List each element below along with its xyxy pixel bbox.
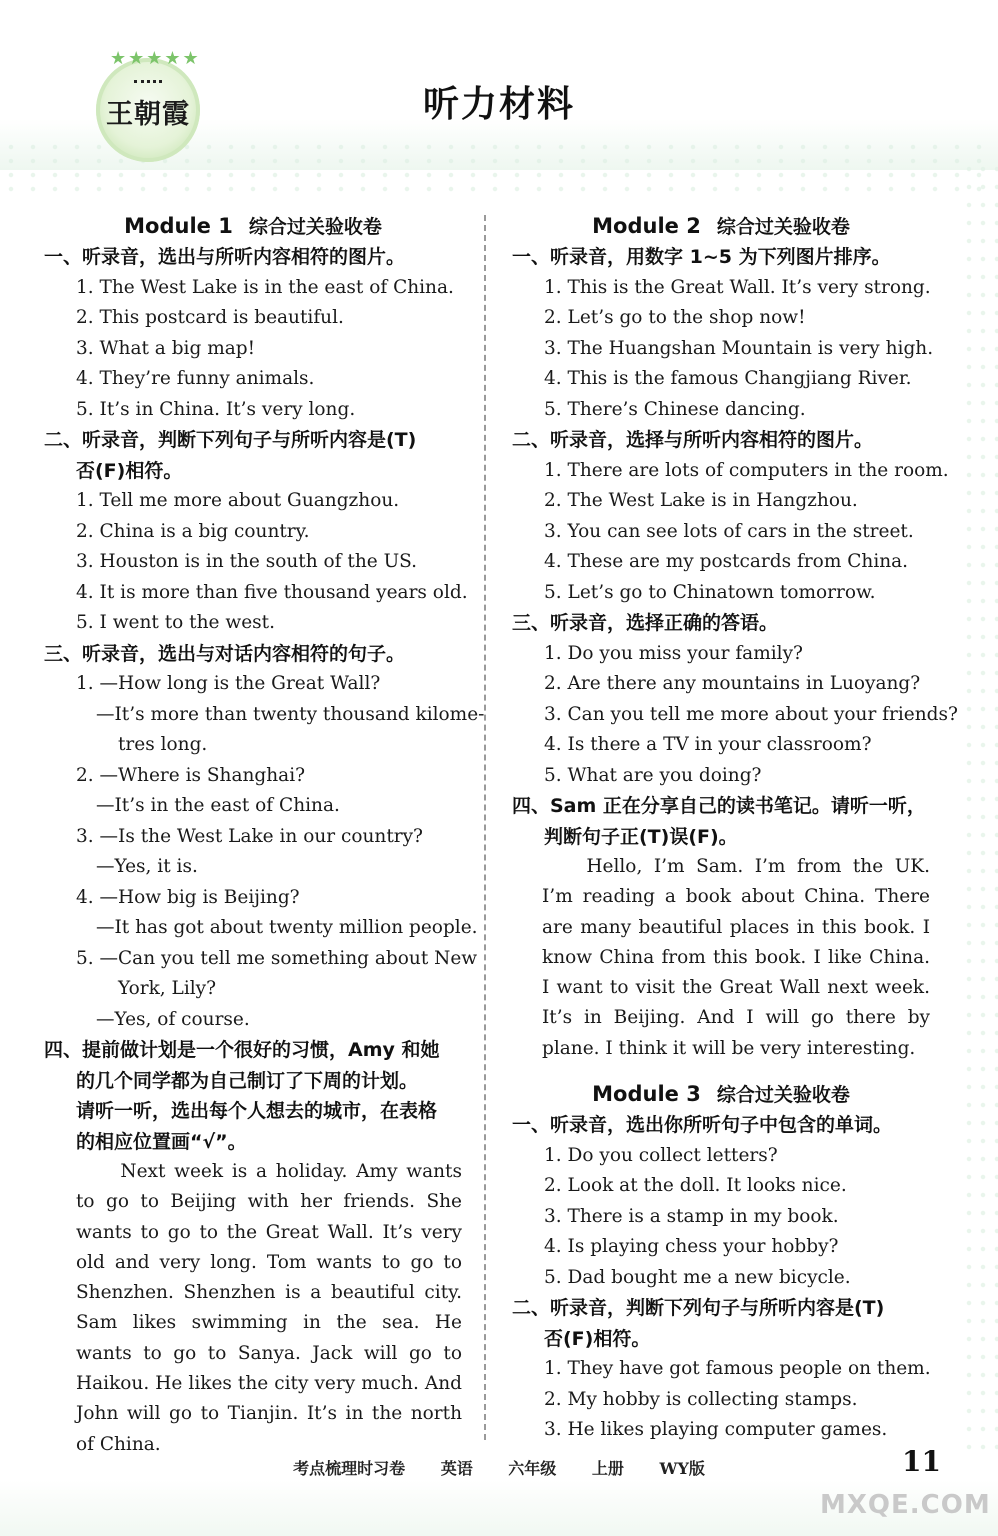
footer-edition: WY版 bbox=[659, 1459, 705, 1478]
list-item: 1. This is the Great Wall. It’s very strong. bbox=[544, 276, 931, 298]
footer-grade: 六年级 bbox=[508, 1459, 557, 1478]
list-item: 1. The West Lake is in the east of China. bbox=[76, 276, 454, 298]
list-item: 2. Are there any mountains in Luoyang? bbox=[544, 673, 921, 694]
list-item: 3. Houston is in the south of the US. bbox=[76, 551, 418, 572]
dialog-question: 4. —How big is Beijing? bbox=[76, 886, 300, 908]
list-item: 2. Look at the doll. It looks nice. bbox=[544, 1175, 847, 1197]
dialog-answer: —Yes, of course. bbox=[96, 1008, 250, 1030]
list-item: 5. Dad bought me a new bicycle. bbox=[544, 1266, 851, 1288]
list-item: 3. He likes playing computer games. bbox=[544, 1419, 888, 1441]
footer-series: 考点梳理时习卷 bbox=[293, 1459, 406, 1478]
m1-section-4-title-cont: 的相应位置画“√”。 bbox=[76, 1130, 247, 1153]
list-item: 1. Tell me more about Guangzhou. bbox=[76, 490, 400, 511]
m1-section-4-title-cont: 请听一听，选出每个人想去的城市，在表格 bbox=[76, 1100, 438, 1122]
list-item: 3. What a big map! bbox=[76, 337, 256, 359]
list-item: 4. These are my postcards from China. bbox=[544, 551, 909, 572]
m1-section-4-title-cont: 的几个同学都为自己制订了下周的计划。 bbox=[76, 1069, 419, 1092]
list-item: 5. Let’s go to Chinatown tomorrow. bbox=[544, 581, 876, 603]
left-column bbox=[44, 210, 485, 1460]
spacer bbox=[512, 1064, 930, 1078]
column-divider bbox=[484, 215, 486, 1440]
right-column bbox=[512, 210, 958, 1446]
list-item: 5. There’s Chinese dancing. bbox=[544, 398, 806, 420]
m1-section-4-title: 四、提前做计划是一个很好的习惯，Amy 和她 bbox=[44, 1039, 440, 1061]
footer-subject: 英语 bbox=[440, 1459, 473, 1478]
dialog-question-cont: York, Lily? bbox=[118, 978, 217, 999]
dialog-question: 2. —Where is Shanghai? bbox=[76, 764, 306, 786]
dialog-answer: —Yes, it is. bbox=[96, 856, 198, 877]
list-item: 3. There is a stamp in my book. bbox=[544, 1205, 839, 1227]
footer-term: 上册 bbox=[591, 1459, 624, 1478]
list-item: 4. It is more than five thousand years old. bbox=[76, 581, 468, 603]
m1-section-1-title: 一、听录音，选出与所听内容相符的图片。 bbox=[44, 246, 406, 268]
list-item: 1. Do you miss your family? bbox=[544, 642, 803, 664]
list-item: 3. You can see lots of cars in the street. bbox=[544, 520, 914, 542]
module-1-title bbox=[44, 210, 462, 242]
m2-section-2-title: 二、听录音，选择与所听内容相符的图片。 bbox=[512, 429, 874, 451]
m2-section-4-passage: Hello, I’m Sam. I’m from the UK. I’m reading a book about China. There are many beautiful places in this book. I know China from this book. I like China. I want to visit the Great Wall next week. It’s in Beijing. And I will go there by plane. I think it will be very interesting. bbox=[542, 856, 930, 1059]
m2-section-4-title: 四、Sam 正在分享自己的读书笔记。请听一听， bbox=[512, 795, 926, 817]
m1-section-4-passage: Next week is a holiday. Amy wants to go to Beijing with her friends. She wants to go to the Great Wall. It’s very old and very long. Tom wants to go to Shenzhen. Shenzhen is a beautiful city. Sam likes swimming in the sea. He wants to go to Sanya. Jack will go to Haikou. He likes the city very much. And John will go to Tianjin. It’s in the north of China. bbox=[76, 1161, 462, 1455]
page-number: 11 bbox=[902, 1445, 941, 1478]
m1-section-3-title: 三、听录音，选出与对话内容相符的句子。 bbox=[44, 642, 406, 665]
module-2-label: Module 2 bbox=[592, 214, 701, 238]
dialog-answer: —It’s in the east of China. bbox=[96, 795, 340, 816]
list-item: 1. There are lots of computers in the room. bbox=[544, 459, 949, 481]
list-item: 1. They have got famous people on them. bbox=[544, 1358, 931, 1380]
dialog-question: 1. —How long is the Great Wall? bbox=[76, 673, 381, 694]
m1-section-2-title: 二、听录音，判断下列句子与所听内容是(T) bbox=[44, 429, 417, 451]
m3-section-1-title: 一、听录音，选出你所听句子中包含的单词。 bbox=[512, 1114, 893, 1137]
dialog-answer: —It has got about twenty million people. bbox=[96, 917, 478, 938]
list-item: 2. China is a big country. bbox=[76, 520, 310, 542]
list-item: 3. The Huangshan Mountain is very high. bbox=[544, 337, 934, 359]
module-1-subtitle: 综合过关验收卷 bbox=[248, 216, 382, 238]
page-title: 听力材料 bbox=[422, 84, 575, 125]
module-3-label: Module 3 bbox=[592, 1082, 701, 1107]
dialog-answer: —It’s more than twenty thousand kilome- bbox=[96, 703, 485, 725]
dialog-question: 3. —Is the West Lake in our country? bbox=[76, 825, 423, 847]
list-item: 2. Let’s go to the shop now! bbox=[544, 307, 806, 328]
module-3-subtitle: 综合过关验收卷 bbox=[716, 1084, 850, 1107]
list-item: 4. This is the famous Changjiang River. bbox=[544, 368, 912, 389]
decorative-side-strip bbox=[962, 160, 998, 1460]
list-item: 5. It’s in China. It’s very long. bbox=[76, 398, 356, 420]
module-3-title bbox=[512, 1078, 930, 1110]
list-item: 4. Is playing chess your hobby? bbox=[544, 1236, 839, 1258]
m2-section-1-title: 一、听录音，用数字 1~5 为下列图片排序。 bbox=[512, 246, 891, 268]
list-item: 2. The West Lake is in Hangzhou. bbox=[544, 490, 858, 511]
list-item: 2. My hobby is collecting stamps. bbox=[544, 1388, 858, 1410]
list-item: 5. I went to the west. bbox=[76, 612, 275, 633]
module-2-title bbox=[512, 210, 930, 242]
logo-text: 王朝霞 bbox=[106, 99, 190, 130]
list-item: 5. What are you doing? bbox=[544, 764, 762, 786]
dialog-answer-cont: tres long. bbox=[118, 734, 208, 755]
module-1-label: Module 1 bbox=[124, 214, 233, 238]
m2-section-3-title: 三、听录音，选择正确的答语。 bbox=[512, 612, 779, 634]
dialog-question: 5. —Can you tell me something about New bbox=[76, 947, 478, 969]
m3-section-2-title-cont: 否(F)相符。 bbox=[544, 1327, 651, 1350]
module-2-subtitle: 综合过关验收卷 bbox=[716, 216, 850, 238]
m2-section-4-title-cont: 判断句子正(T)误(F)。 bbox=[544, 825, 738, 848]
m3-section-2-title: 二、听录音，判断下列句子与所听内容是(T) bbox=[512, 1297, 885, 1320]
list-item: 1. Do you collect letters? bbox=[544, 1144, 778, 1166]
m1-section-2-title-cont: 否(F)相符。 bbox=[76, 459, 183, 482]
list-item: 4. Is there a TV in your classroom? bbox=[544, 734, 872, 755]
list-item: 4. They’re funny animals. bbox=[76, 368, 315, 389]
watermark: MXQE.COM bbox=[820, 1490, 991, 1520]
list-item: 3. Can you tell me more about your friends? bbox=[544, 703, 958, 725]
logo-stars: ★★★★★ bbox=[110, 48, 201, 69]
list-item: 2. This postcard is beautiful. bbox=[76, 307, 344, 328]
page-footer bbox=[0, 1456, 998, 1479]
